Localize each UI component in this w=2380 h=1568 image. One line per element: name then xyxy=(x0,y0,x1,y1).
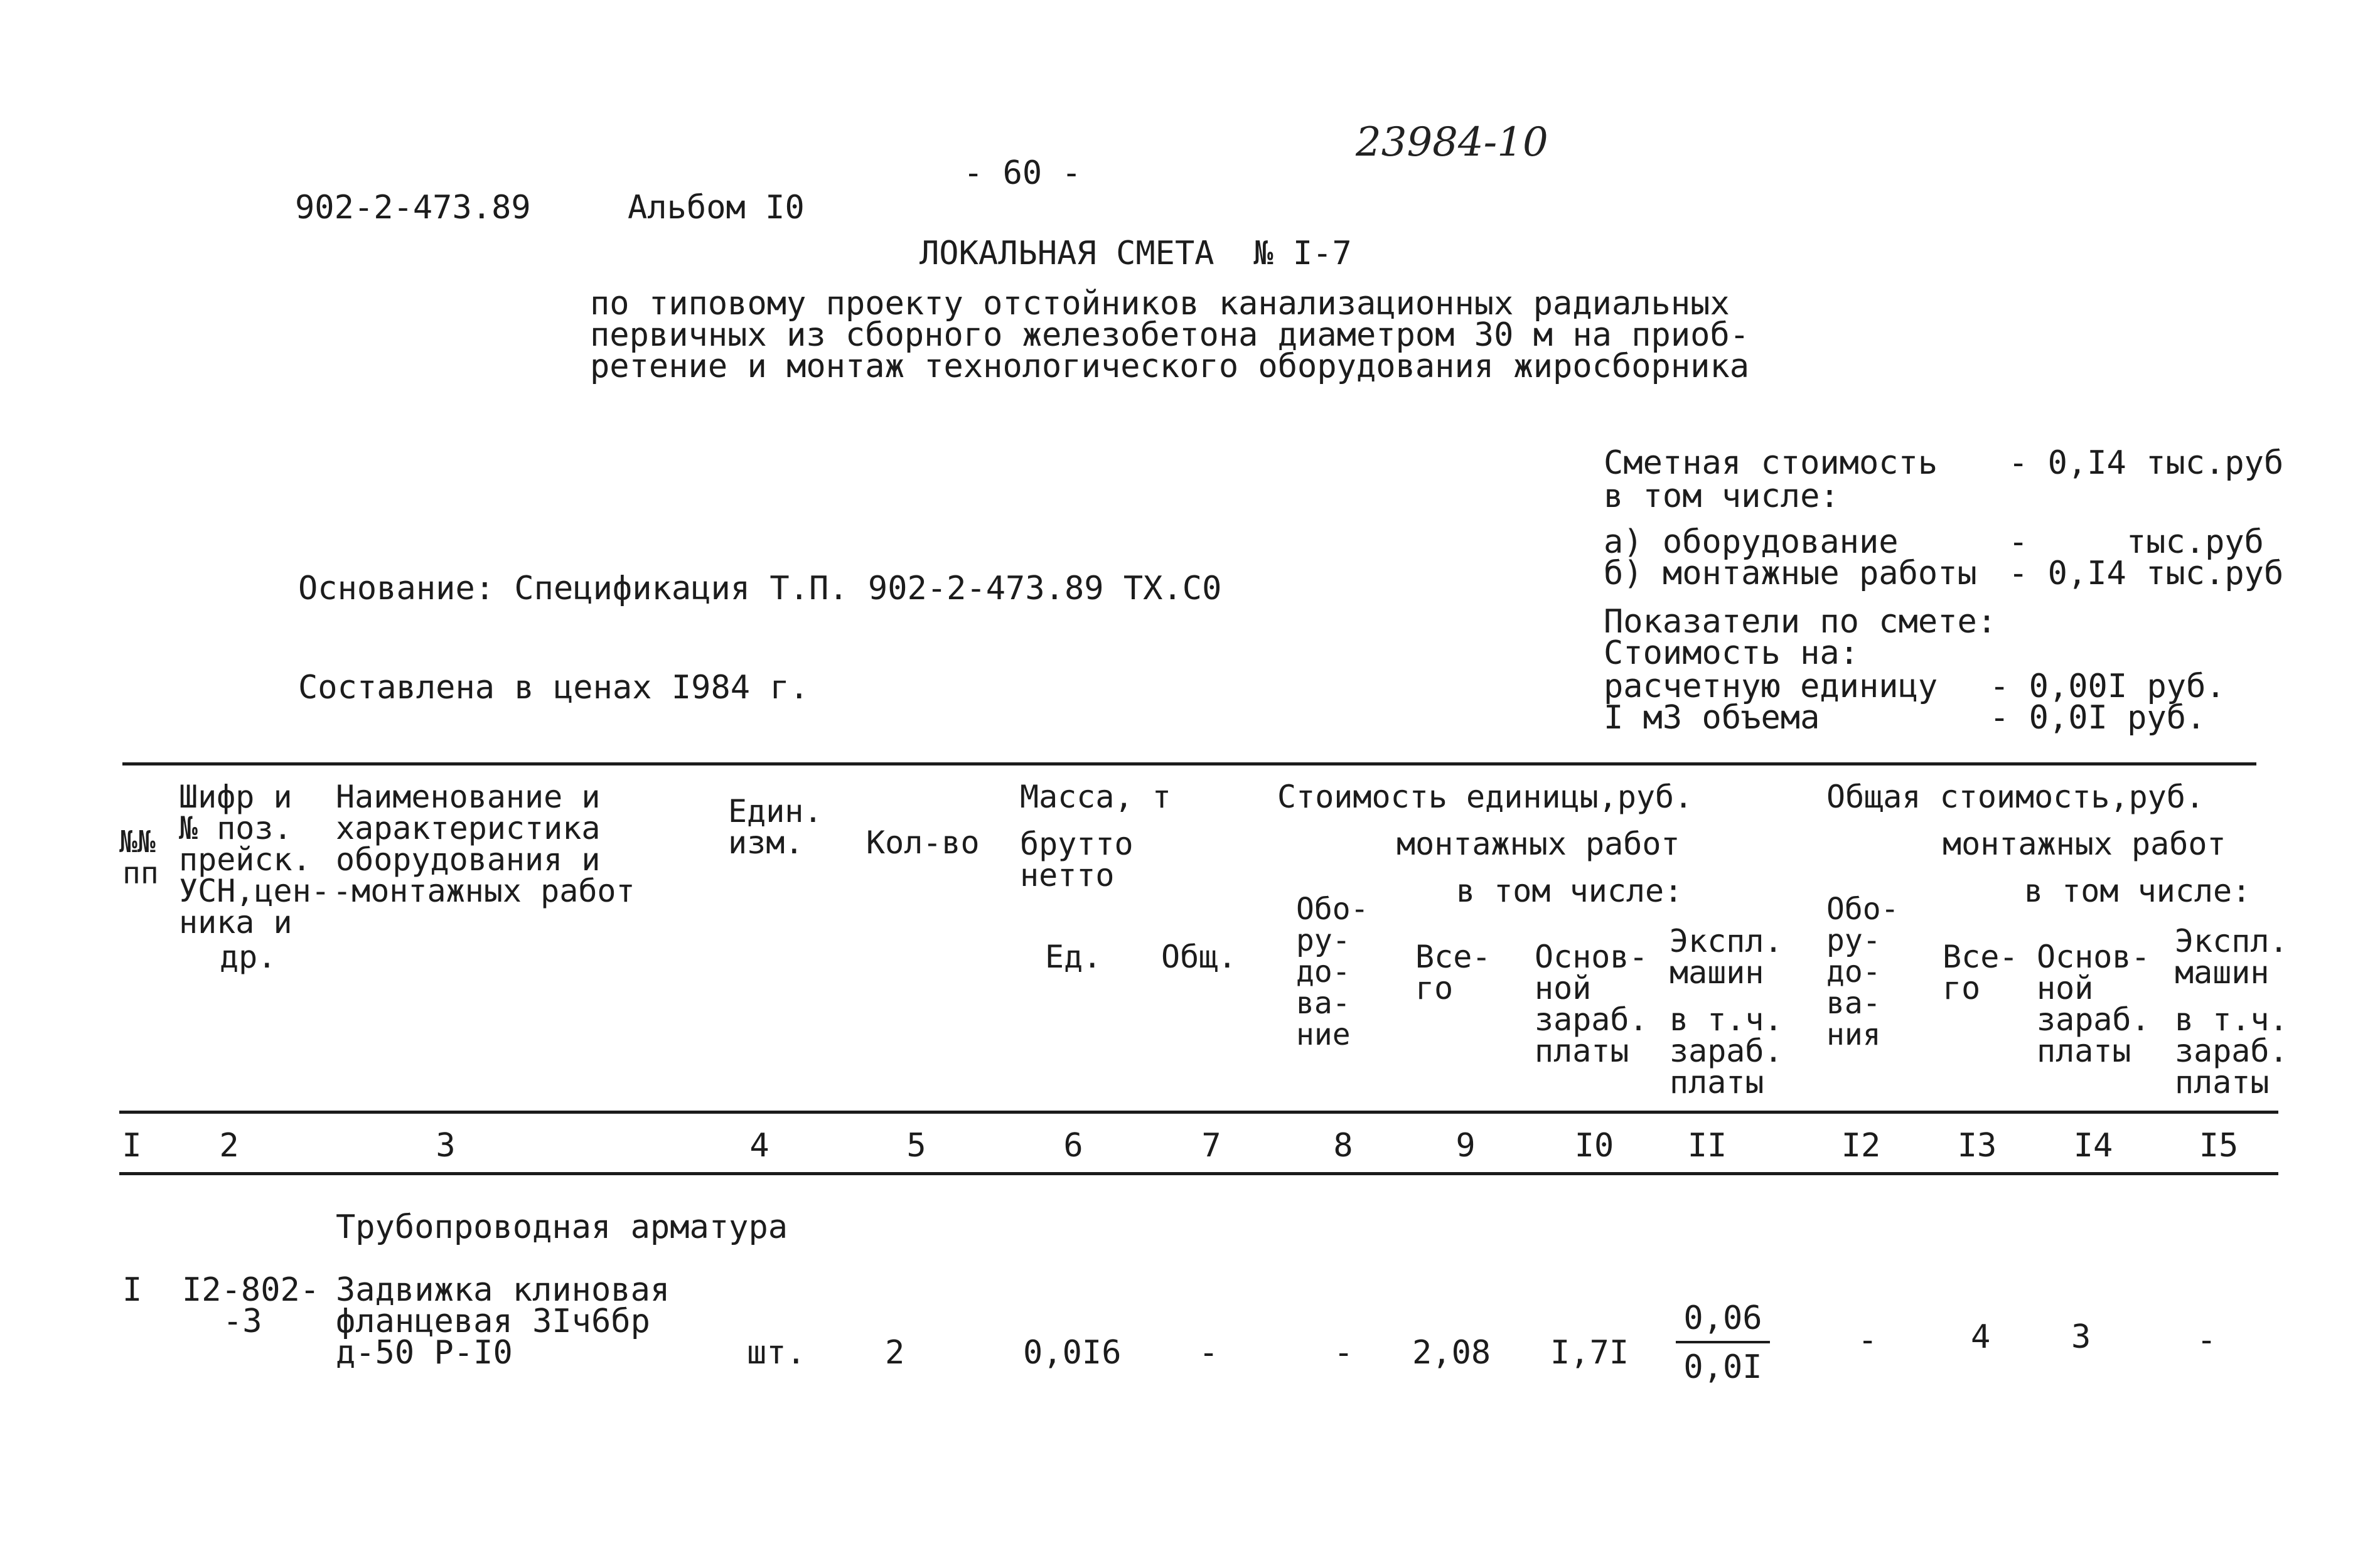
header-machines2-line2: машин xyxy=(2175,954,2270,991)
header-machines-line3: в т.ч. xyxy=(1670,1001,1783,1038)
header-basic2-line4: платы xyxy=(2037,1033,2131,1069)
indicators-label: Показатели по смете: xyxy=(1604,603,1997,641)
column-number-9: 9 xyxy=(1455,1127,1476,1165)
header-basic2-line1: Основ- xyxy=(2037,939,2150,975)
header-total2-line1: Все- xyxy=(1943,939,2018,975)
unit-cost-label: расчетную единицу xyxy=(1604,668,1938,705)
header-col2-line5: ника и xyxy=(179,904,292,941)
column-number-4: 4 xyxy=(749,1127,769,1165)
header-basic2-line2: ной xyxy=(2037,970,2094,1006)
header-total-line1: Все- xyxy=(1415,939,1491,975)
row-equip: - xyxy=(1334,1334,1354,1372)
row-total-basic: 3 xyxy=(2071,1318,2091,1356)
doc-code: 902-2-473.89 xyxy=(295,189,531,227)
table-top-rule xyxy=(122,762,2256,765)
row-qty: 2 xyxy=(885,1334,905,1372)
column-number-5: 5 xyxy=(906,1127,926,1165)
header-col3-line2: характеристика xyxy=(336,810,601,846)
header-col2-line2: № поз. xyxy=(179,810,292,846)
subtitle-line-3: ретение и монтаж технологического оборудования жиросборника xyxy=(590,348,1750,385)
header-machines-line5: платы xyxy=(1670,1064,1764,1101)
subtitle-line-2: первичных из сборного железобетона диаметром 30 м на приоб- xyxy=(590,316,1750,354)
header-col1-line1: №№ xyxy=(119,824,156,860)
row-mass-unit: 0,0I6 xyxy=(1023,1334,1122,1372)
header-col4-line1: Един. xyxy=(728,793,823,829)
header-total2-line2: го xyxy=(1943,970,1981,1006)
header-total-install: монтажных работ xyxy=(1943,826,2226,862)
row-name-line1: Задвижка клиновая xyxy=(336,1271,670,1309)
header-mass-total: Общ. xyxy=(1161,939,1237,975)
album-label: Альбом I0 xyxy=(628,189,805,227)
header-machines2-line3: в т.ч. xyxy=(2175,1001,2288,1038)
row-num: I xyxy=(122,1271,142,1309)
row-total-machines: - xyxy=(2197,1321,2217,1359)
header-equip-line2: ру- xyxy=(1296,923,1351,958)
row-machines-denominator: 0,0I xyxy=(1683,1348,1762,1386)
unit-cost-value: - 0,00I руб. xyxy=(1990,668,2226,705)
column-number-8: 8 xyxy=(1333,1127,1353,1165)
header-equip-line3: до- xyxy=(1296,954,1351,989)
header-bottom-rule xyxy=(119,1111,2278,1114)
header-equip2-line1: Обо- xyxy=(1826,892,1899,927)
header-machines2-line1: Экспл. xyxy=(2175,923,2288,959)
installation-value: - 0,I4 тыс.руб xyxy=(2008,555,2284,592)
column-numbers-rule xyxy=(119,1172,2278,1175)
header-col3-line3: оборудования и xyxy=(336,841,601,878)
prices-line: Составлена в ценах I984 г. xyxy=(298,669,809,707)
column-number-14: I4 xyxy=(2073,1127,2113,1165)
volume-cost-label: I м3 объема xyxy=(1604,699,1820,737)
header-mass-line2: брутто xyxy=(1020,826,1134,862)
header-basic2-line3: зараб. xyxy=(2037,1001,2150,1038)
header-mass-line1: Масса, т xyxy=(1020,779,1171,815)
header-machines2-line4: зараб. xyxy=(2175,1033,2288,1069)
header-col3-line4: -монтажных работ xyxy=(333,873,635,909)
header-equip2-line3: до- xyxy=(1826,954,1881,989)
header-total-including: в том числе: xyxy=(2024,873,2251,909)
row-code-line1: I2-802- xyxy=(182,1271,320,1309)
header-basic-line2: ной xyxy=(1535,970,1592,1006)
basis-line: Основание: Спецификация Т.П. 902-2-473.89 ТХ.С0 xyxy=(298,570,1222,607)
header-col1-line2: пп xyxy=(122,856,159,891)
equipment-value: - тыс.руб xyxy=(2008,523,2264,561)
row-total-equip: - xyxy=(1858,1321,1878,1359)
header-basic-line1: Основ- xyxy=(1535,939,1648,975)
row-name-line3: д-50 Р-I0 xyxy=(336,1334,513,1372)
header-col3-line1: Наименование и xyxy=(336,779,601,815)
header-machines-line4: зараб. xyxy=(1670,1033,1783,1069)
page-title: ЛОКАЛЬНАЯ СМЕТА № I-7 xyxy=(919,235,1352,272)
row-name-line2: фланцевая 3Iч6бр xyxy=(336,1303,650,1340)
row-basic: I,7I xyxy=(1550,1334,1629,1372)
header-unit-cost: Стоимость единицы,руб. xyxy=(1277,779,1693,815)
header-machines-line2: машин xyxy=(1670,954,1764,991)
row-total: 2,08 xyxy=(1412,1334,1491,1372)
column-number-7: 7 xyxy=(1201,1127,1221,1165)
row-total-total: 4 xyxy=(1971,1318,1991,1356)
header-basic-line3: зараб. xyxy=(1535,1001,1648,1038)
header-equip-line4: ва- xyxy=(1296,986,1351,1021)
row-mass-total: - xyxy=(1199,1334,1219,1372)
installation-label: б) монтажные работы xyxy=(1604,555,1977,592)
handwritten-number: 23984-10 xyxy=(1356,119,1548,166)
row-machines-fraction xyxy=(1676,1299,1770,1386)
header-col5: Кол-во xyxy=(866,824,980,861)
volume-cost-value: - 0,0I руб. xyxy=(1990,699,2206,737)
header-col2-line1: Шифр и xyxy=(179,779,292,815)
row-unit: шт. xyxy=(747,1334,806,1372)
header-col4-line2: изм. xyxy=(728,824,804,861)
column-number-10: I0 xyxy=(1574,1127,1614,1165)
cost-for-label: Стоимость на: xyxy=(1604,634,1859,672)
header-unit-install: монтажных работ xyxy=(1396,826,1680,862)
header-basic-line4: платы xyxy=(1535,1033,1629,1069)
header-equip2-line2: ру- xyxy=(1826,923,1881,958)
subtitle-line-1: по типовому проекту отстойников канализационных радиальных xyxy=(590,285,1730,323)
column-number-15: I5 xyxy=(2199,1127,2239,1165)
row-code-line2: -3 xyxy=(223,1303,262,1340)
header-mass-line3: нетто xyxy=(1020,857,1115,893)
column-number-2: 2 xyxy=(219,1127,239,1165)
column-number-11: II xyxy=(1687,1127,1727,1165)
header-col2-line3: прейск. xyxy=(179,841,311,878)
header-equip-line1: Обо- xyxy=(1296,892,1369,927)
section-title: Трубопроводная арматура xyxy=(336,1208,788,1246)
header-col2-line6: др. xyxy=(220,939,277,975)
header-equip2-line5: ния xyxy=(1826,1017,1881,1052)
including-label: в том числе: xyxy=(1604,477,1840,515)
header-total-line2: го xyxy=(1415,970,1454,1006)
column-number-13: I3 xyxy=(1957,1127,1997,1165)
row-machines-numerator: 0,06 xyxy=(1676,1302,1770,1343)
header-machines2-line5: платы xyxy=(2175,1064,2270,1101)
header-total-cost: Общая стоимость,руб. xyxy=(1826,779,2205,815)
column-number-12: I2 xyxy=(1841,1127,1881,1165)
header-equip-line5: ние xyxy=(1296,1017,1351,1052)
column-number-3: 3 xyxy=(436,1127,456,1165)
header-unit-including: в том числе: xyxy=(1456,873,1683,909)
header-col2-line4: УСН,цен- xyxy=(179,873,330,909)
column-number-6: 6 xyxy=(1063,1127,1083,1165)
header-equip2-line4: ва- xyxy=(1826,986,1881,1021)
column-number-1: I xyxy=(122,1127,142,1165)
header-mass-unit: Ед. xyxy=(1045,939,1102,975)
estimated-cost-value: - 0,I4 тыс.руб xyxy=(2008,444,2284,482)
estimated-cost-label: Сметная стоимость xyxy=(1604,444,1938,482)
header-machines-line1: Экспл. xyxy=(1670,923,1783,959)
page-number: - 60 - xyxy=(963,154,1081,192)
equipment-label: а) оборудование xyxy=(1604,523,1899,561)
